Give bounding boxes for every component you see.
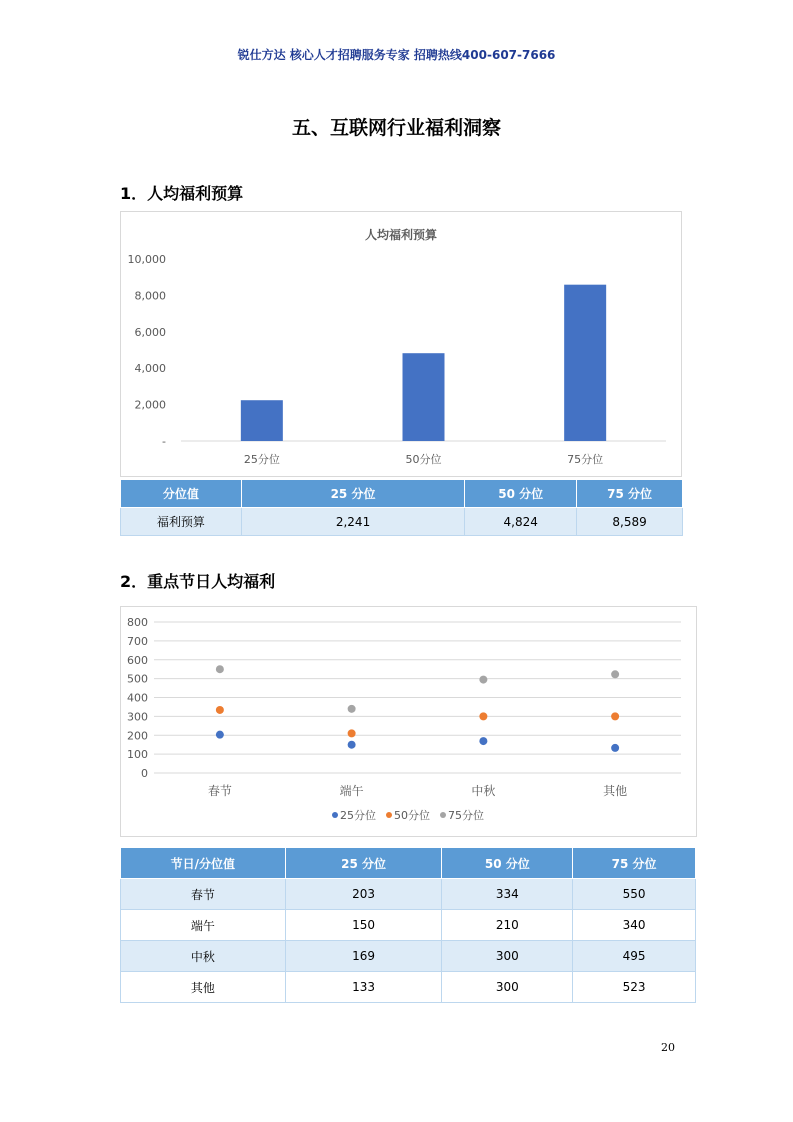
x-tick-label: 75分位 (567, 453, 604, 466)
data-point (479, 676, 487, 684)
table-cell: 其他 (121, 972, 286, 1003)
bar (403, 353, 445, 441)
page-number: 20 (661, 1041, 675, 1054)
table-header-cell: 25 分位 (285, 848, 442, 879)
table-cell: 210 (442, 910, 573, 941)
table-row (121, 879, 696, 910)
legend-label: 25分位 (340, 809, 376, 822)
legend-marker (386, 812, 392, 818)
holiday-chart (120, 606, 697, 837)
budget-bar-chart-svg (121, 212, 681, 476)
bar (564, 285, 606, 441)
budget-table (120, 479, 683, 536)
y-tick-label: 2,000 (134, 398, 166, 412)
table-row (121, 910, 696, 941)
y-tick-label: - (162, 435, 166, 448)
chart-title: 人均福利预算 (364, 228, 438, 242)
section-title: 五、互联网行业福利洞察 (291, 117, 501, 139)
x-tick-label: 25分位 (243, 453, 280, 466)
y-tick-label: 200 (127, 729, 148, 743)
table-cell: 334 (442, 879, 573, 910)
bar (241, 400, 283, 441)
table-cell: 300 (442, 972, 573, 1003)
y-tick-label: 100 (127, 748, 148, 762)
legend-label: 50分位 (394, 809, 430, 822)
y-tick-label: 6,000 (134, 325, 166, 339)
y-tick-label: 10,000 (127, 253, 166, 266)
x-tick-label: 春节 (207, 784, 232, 798)
table-row (121, 972, 696, 1003)
table-cell: 端午 (121, 910, 286, 941)
budget-chart (120, 211, 682, 477)
data-point (348, 741, 356, 749)
x-tick-label: 中秋 (471, 784, 496, 798)
y-tick-label: 4,000 (134, 362, 166, 376)
data-point (216, 706, 224, 714)
data-point (479, 737, 487, 745)
table-cell: 2,241 (241, 508, 465, 536)
x-tick-label: 端午 (339, 784, 364, 798)
table-cell: 150 (285, 910, 442, 941)
holiday-table (120, 847, 696, 1003)
table-cell: 169 (285, 941, 442, 972)
y-tick-label: 700 (127, 634, 148, 648)
header-banner: 锐仕方达 核心人才招聘服务专家 招聘热线400-607-7666 (237, 48, 556, 62)
y-tick-label: 400 (127, 691, 148, 705)
data-point (216, 731, 224, 739)
data-point (479, 712, 487, 720)
data-point (611, 712, 619, 720)
table-header-cell: 25 分位 (241, 480, 465, 508)
legend-marker (440, 812, 446, 818)
y-tick-label: 600 (127, 653, 148, 667)
table-cell: 8,589 (577, 508, 683, 536)
table-cell: 4,824 (465, 508, 577, 536)
table-cell: 300 (442, 941, 573, 972)
table-cell: 550 (573, 879, 696, 910)
y-tick-label: 500 (127, 672, 148, 686)
y-tick-label: 300 (127, 710, 148, 724)
table-cell: 495 (573, 941, 696, 972)
budget-subtitle: 1．人均福利预算 (120, 184, 244, 203)
table-row (121, 941, 696, 972)
table-header-cell: 分位值 (121, 480, 242, 508)
data-point (216, 665, 224, 673)
table-header-cell: 节日/分位值 (121, 848, 286, 879)
table-header-cell: 50 分位 (442, 848, 573, 879)
table-cell: 中秋 (121, 941, 286, 972)
y-tick-label: 8,000 (134, 289, 166, 303)
data-point (611, 744, 619, 752)
table-header-cell: 50 分位 (465, 480, 577, 508)
table-header-cell: 75 分位 (577, 480, 683, 508)
x-tick-label: 其他 (603, 784, 628, 798)
table-cell: 133 (285, 972, 442, 1003)
table-header-cell: 75 分位 (573, 848, 696, 879)
holiday-scatter-chart-svg (121, 607, 696, 836)
x-tick-label: 50分位 (405, 453, 442, 466)
y-tick-label: 800 (127, 616, 148, 629)
table-cell: 春节 (121, 879, 286, 910)
legend-label: 75分位 (448, 809, 484, 822)
y-tick-label: 0 (141, 767, 148, 780)
table-cell: 203 (285, 879, 442, 910)
table-cell: 福利预算 (121, 508, 242, 536)
holiday-subtitle: 2．重点节日人均福利 (120, 572, 276, 591)
data-point (348, 705, 356, 713)
table-row (121, 508, 683, 536)
data-point (611, 670, 619, 678)
data-point (348, 729, 356, 737)
table-cell: 523 (573, 972, 696, 1003)
legend-marker (332, 812, 338, 818)
table-cell: 340 (573, 910, 696, 941)
